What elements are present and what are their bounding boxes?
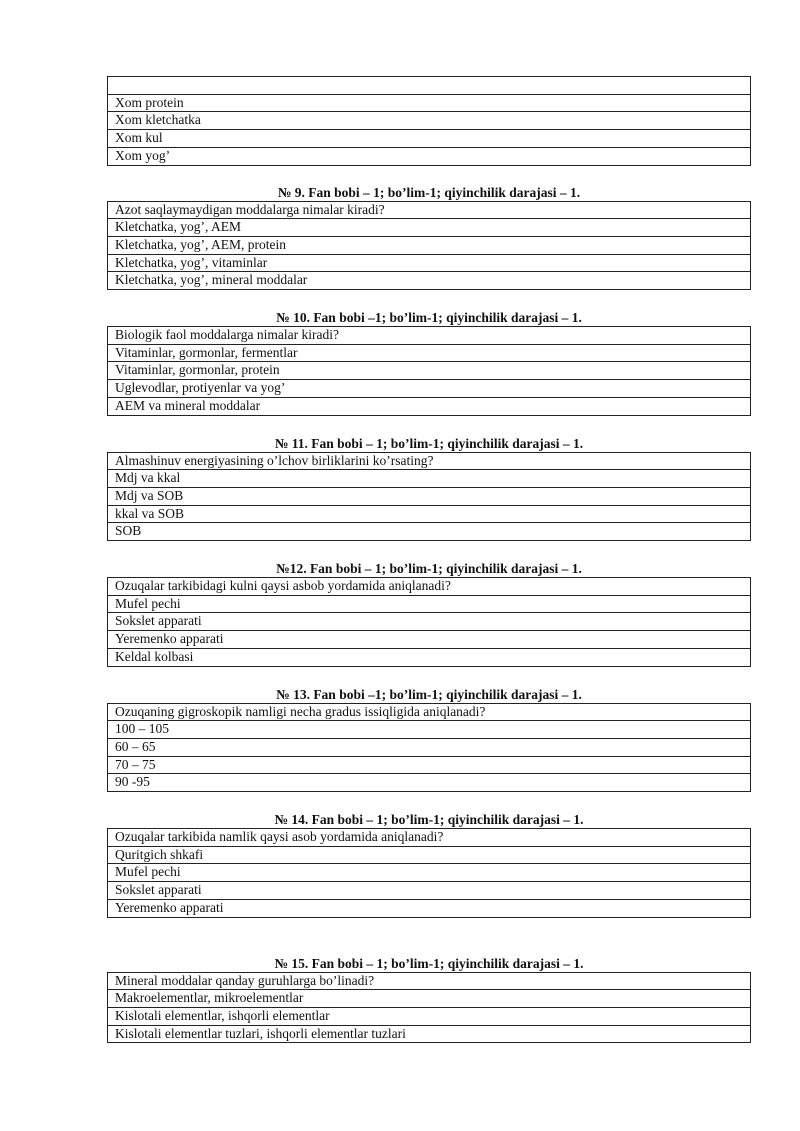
option-row: [108, 899, 751, 917]
question-text: Almashinuv energiyasining o’lchov birliklarini ko’rsating?: [108, 452, 751, 470]
option-text: Mdj va kkal: [108, 470, 751, 488]
option-text: Kislotali elementlar tuzlari, ishqorli elementlar tuzlari: [108, 1025, 751, 1043]
option-text: Mufel pechi: [108, 595, 751, 613]
question-row: [108, 77, 751, 95]
question-row: [108, 327, 751, 345]
option-text: Mufel pechi: [108, 864, 751, 882]
option-text: SOB: [108, 523, 751, 541]
option-row: [108, 738, 751, 756]
question-title-10: № 10. Fan bobi –1; bo’lim-1; qiyinchilik darajasi – 1.: [276, 310, 582, 326]
question-table-15: [107, 972, 751, 1044]
option-text: Xom kul: [108, 130, 751, 148]
option-text: Xom yog’: [108, 147, 751, 165]
question-text: Azot saqlaymaydigan moddalarga nimalar kiradi?: [108, 201, 751, 219]
option-text: Kislotali elementlar, ishqorli elementlar: [108, 1008, 751, 1026]
option-row: [108, 272, 751, 290]
option-text: Kletchatka, yog’, AEM: [108, 219, 751, 237]
option-row: [108, 397, 751, 415]
option-row: [108, 756, 751, 774]
option-text: AEM va mineral moddalar: [108, 397, 751, 415]
question-table-12: [107, 577, 751, 667]
option-row: [108, 254, 751, 272]
option-text: 100 – 105: [108, 721, 751, 739]
option-row: [108, 846, 751, 864]
question-title-11: № 11. Fan bobi – 1; bo’lim-1; qiyinchilik darajasi – 1.: [274, 435, 584, 451]
option-text: 90 -95: [108, 774, 751, 792]
option-text: 70 – 75: [108, 756, 751, 774]
option-row: [108, 523, 751, 541]
question-row: [108, 578, 751, 596]
option-text: Sokslet apparati: [108, 613, 751, 631]
option-text: Vitaminlar, gormonlar, protein: [108, 362, 751, 380]
option-row: [108, 613, 751, 631]
question-table-11: [107, 452, 751, 542]
question-title-13: № 13. Fan bobi –1; bo’lim-1; qiyinchilik darajasi – 1.: [276, 686, 582, 702]
option-row: [108, 470, 751, 488]
option-text: Kletchatka, yog’, AEM, protein: [108, 236, 751, 254]
document-page: [107, 76, 751, 1043]
option-text: Kletchatka, yog’, mineral moddalar: [108, 272, 751, 290]
question-row: [108, 972, 751, 990]
question-row: [108, 201, 751, 219]
option-text: Mdj va SOB: [108, 487, 751, 505]
option-text: Kletchatka, yog’, vitaminlar: [108, 254, 751, 272]
question-text: Ozuqaning gigroskopik namligi necha gradus issiqligida aniqlanadi?: [108, 703, 751, 721]
option-text: Yeremenko apparati: [108, 631, 751, 649]
option-row: [108, 595, 751, 613]
question-title-9: № 9. Fan bobi – 1; bo’lim-1; qiyinchilik darajasi – 1.: [277, 184, 581, 200]
option-text: Vitaminlar, gormonlar, fermentlar: [108, 344, 751, 362]
option-text: Keldal kolbasi: [108, 648, 751, 666]
question-title-14: № 14. Fan bobi – 1; bo’lim-1; qiyinchilik darajasi – 1.: [274, 812, 584, 828]
option-row: [108, 631, 751, 649]
question-text: Ozuqalar tarkibida namlik qaysi asob yordamida aniqlanadi?: [108, 829, 751, 847]
option-text: Quritgich shkafi: [108, 846, 751, 864]
option-text: 60 – 65: [108, 738, 751, 756]
option-text: Xom kletchatka: [108, 112, 751, 130]
question-row: [108, 703, 751, 721]
question-text: Biologik faol moddalarga nimalar kiradi?: [108, 327, 751, 345]
question-table-9: [107, 201, 751, 291]
option-row: [108, 147, 751, 165]
option-row: [108, 864, 751, 882]
question-title-15: № 15. Fan bobi – 1; bo’lim-1; qiyinchilik darajasi – 1.: [274, 955, 584, 971]
option-row: [108, 344, 751, 362]
question-row: [108, 829, 751, 847]
option-row: [108, 505, 751, 523]
option-text: Yeremenko apparati: [108, 899, 751, 917]
option-row: [108, 236, 751, 254]
option-row: [108, 721, 751, 739]
question-table-10: [107, 326, 751, 416]
option-row: [108, 990, 751, 1008]
question-table-13: [107, 703, 751, 793]
option-row: [108, 487, 751, 505]
option-text: Xom protein: [108, 94, 751, 112]
option-row: [108, 94, 751, 112]
option-row: [108, 882, 751, 900]
question-title-12: №12. Fan bobi – 1; bo’lim-1; qiyinchilik darajasi – 1.: [276, 561, 582, 577]
option-text: Uglevodlar, protiyenlar va yog’: [108, 380, 751, 398]
question-table-14: [107, 828, 751, 918]
question-text: Ozuqalar tarkibidagi kulni qaysi asbob yordamida aniqlanadi?: [108, 578, 751, 596]
question-text: Mineral moddalar qanday guruhlarga bo’linadi?: [108, 972, 751, 990]
question-text: [108, 77, 751, 95]
option-row: [108, 1008, 751, 1026]
option-text: kkal va SOB: [108, 505, 751, 523]
option-row: [108, 774, 751, 792]
option-row: [108, 648, 751, 666]
question-table-8: [107, 76, 751, 166]
option-row: [108, 219, 751, 237]
option-text: Makroelementlar, mikroelementlar: [108, 990, 751, 1008]
option-row: [108, 130, 751, 148]
option-row: [108, 112, 751, 130]
option-text: Sokslet apparati: [108, 882, 751, 900]
option-row: [108, 380, 751, 398]
question-row: [108, 452, 751, 470]
option-row: [108, 362, 751, 380]
option-row: [108, 1025, 751, 1043]
